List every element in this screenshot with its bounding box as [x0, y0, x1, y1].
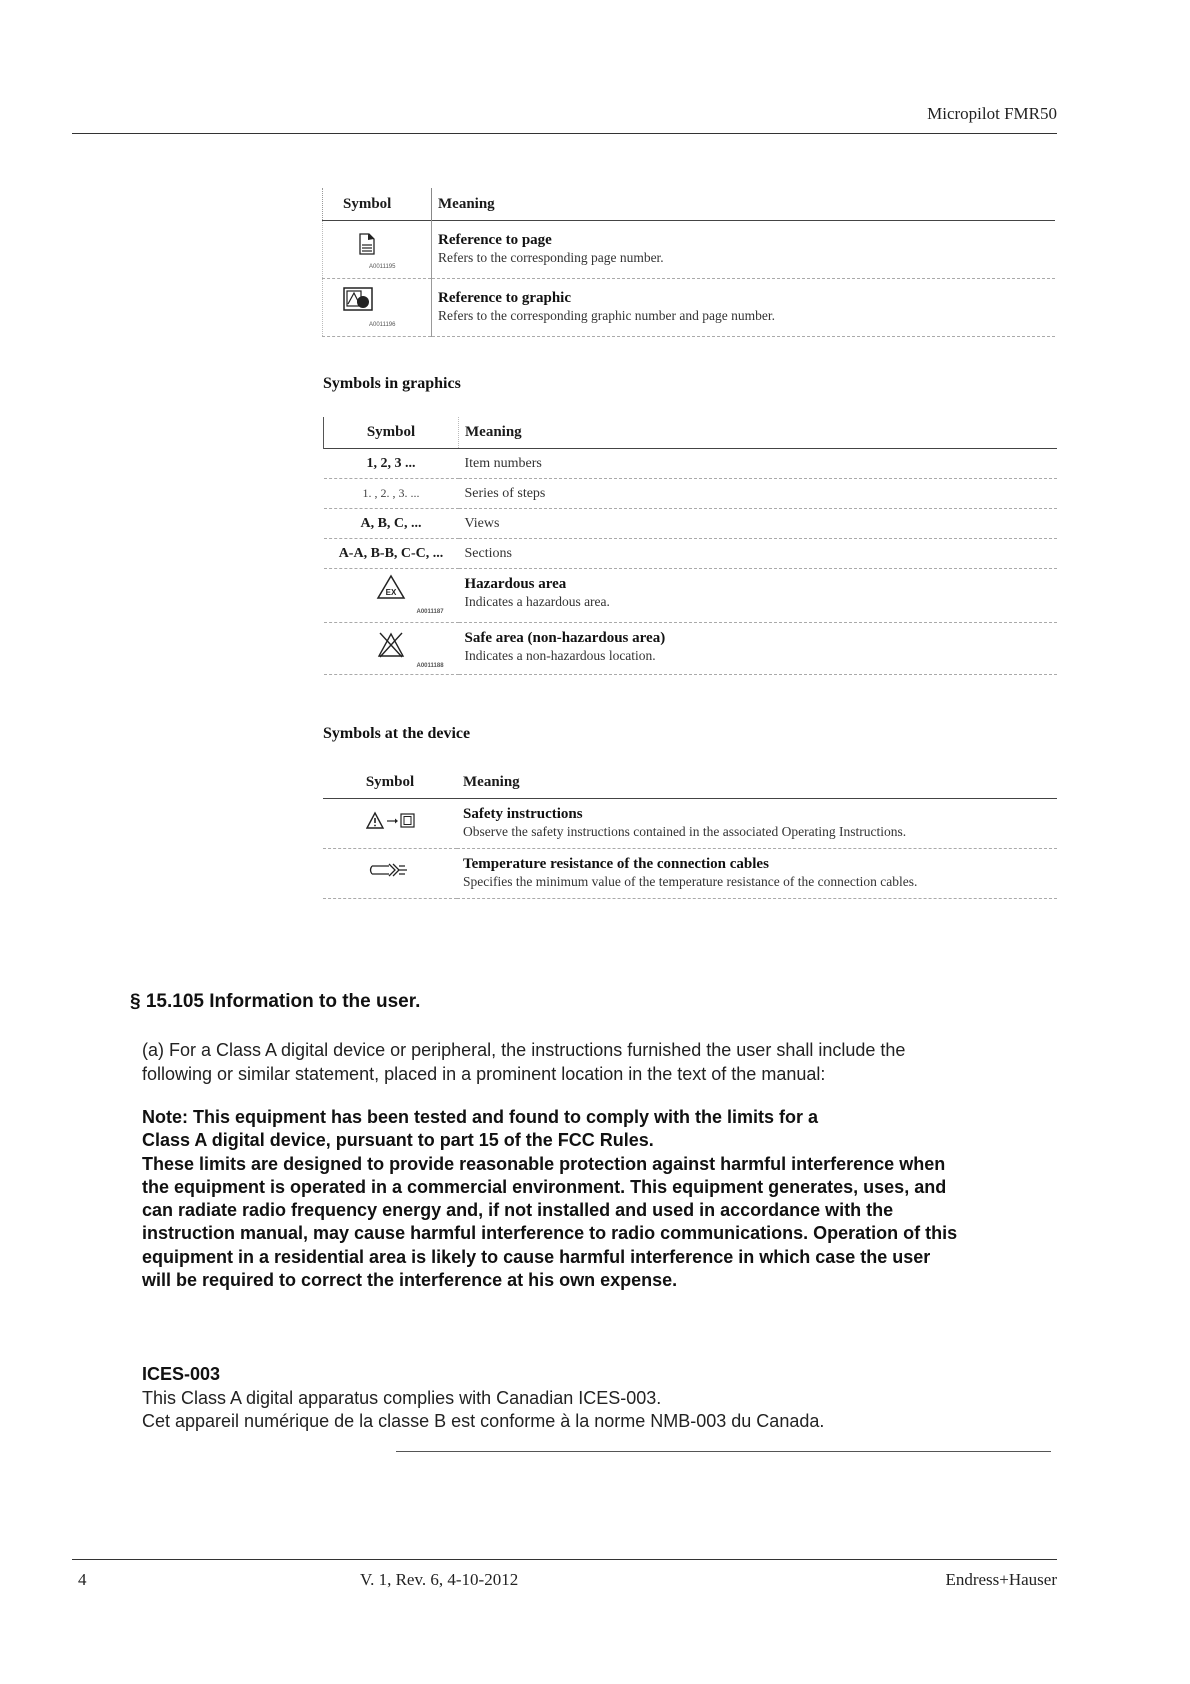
- fcc-note-line: instruction manual, may cause harmful interference to radio communications. Operation of this: [142, 1223, 958, 1244]
- ices-line-english: This Class A digital apparatus complies with Canadian ICES-003.: [142, 1388, 662, 1408]
- fcc-paragraph-line: following or similar statement, placed in a prominent location in the text of the manual:: [142, 1064, 826, 1084]
- symbol-code: A0011195: [369, 263, 396, 270]
- table-row: [323, 848, 1057, 898]
- col-symbol: Symbol: [365, 774, 415, 790]
- table-row: [324, 478, 1058, 508]
- cable-temperature-icon: [369, 861, 409, 884]
- meaning-title: Temperature resistance of the connection cables: [463, 855, 769, 872]
- table-row: [323, 278, 1056, 336]
- meaning-cell: Sections: [464, 545, 512, 561]
- symbol-cell: A, B, C, ...: [360, 515, 422, 531]
- ices-line-french: Cet appareil numérique de la classe B est conforme à la norme NMB-003 du Canada.: [142, 1411, 825, 1431]
- hazardous-area-icon: [376, 574, 406, 605]
- meaning-cell: Item numbers: [464, 455, 542, 471]
- col-meaning: Meaning: [432, 188, 1056, 220]
- graphics-symbols-table: [323, 417, 1057, 675]
- fcc-note: [142, 1106, 1092, 1292]
- fcc-note-line: equipment in a residential area is likely to cause harmful interference in which case the user: [142, 1246, 931, 1267]
- table-header-row: [323, 188, 1056, 220]
- fcc-note-line: can radiate radio frequency energy and, if not installed and used in accordance with the: [142, 1200, 894, 1221]
- fcc-note-line: Note: This equipment has been tested and found to comply with the limits for a: [142, 1107, 819, 1127]
- symbol-code: A0011196: [369, 321, 396, 328]
- footer-company: Endress+Hauser: [945, 1570, 1057, 1589]
- meaning-desc: Specifies the minimum value of the temperature resistance of the connection cables.: [463, 873, 918, 889]
- meaning-cell: Series of steps: [464, 485, 546, 501]
- col-meaning: Meaning: [463, 774, 520, 790]
- reference-symbols-table: [322, 188, 1055, 337]
- fcc-note-line: Class A digital device, pursuant to part 15 of the FCC Rules.: [142, 1130, 654, 1151]
- table-row: [324, 568, 1058, 622]
- meaning-title: Safe area (non-hazardous area): [464, 629, 666, 646]
- graphic-reference-icon: [343, 287, 373, 316]
- divider: [396, 1451, 1051, 1452]
- table-row: [323, 798, 1057, 848]
- fcc-note-line: These limits are designed to provide reasonable protection against harmful interference when: [142, 1153, 946, 1174]
- table-row: [324, 538, 1058, 568]
- meaning-title: Safety instructions: [463, 805, 583, 822]
- safety-instructions-icon: [366, 811, 416, 836]
- fcc-heading: § 15.105 Information to the user.: [130, 991, 421, 1012]
- table-header-row: [324, 417, 1058, 448]
- symbol-cell: A-A, B-B, C-C, ...: [338, 545, 444, 561]
- meaning-desc: Refers to the corresponding graphic number and page number.: [438, 307, 776, 323]
- symbol-code: A0011187: [416, 608, 444, 615]
- table-row: [324, 622, 1058, 674]
- meaning-cell: Views: [464, 515, 500, 531]
- device-section-heading: Symbols at the device: [323, 725, 471, 742]
- ices-heading: ICES-003: [142, 1364, 221, 1384]
- meaning-title: Hazardous area: [464, 575, 567, 592]
- col-symbol: Symbol: [324, 417, 459, 448]
- page-number: 4: [78, 1570, 87, 1589]
- symbol-code: A0011188: [416, 662, 444, 669]
- meaning-desc: Observe the safety instructions contained in the associated Operating Instructions.: [463, 823, 907, 839]
- table-row: [323, 220, 1056, 278]
- col-symbol: Symbol: [323, 188, 432, 220]
- graphics-section-heading: Symbols in graphics: [323, 375, 461, 392]
- meaning-desc: Indicates a non-hazardous location.: [464, 647, 656, 663]
- meaning-title: Reference to page: [438, 231, 552, 248]
- table-row: [324, 508, 1058, 538]
- fcc-note-line: the equipment is operated in a commercial environment. This equipment generates, uses, and: [142, 1176, 947, 1197]
- page-reference-icon: [359, 233, 375, 260]
- symbol-cell: 1. , 2. , 3. ...: [362, 485, 420, 500]
- meaning-desc: Refers to the corresponding page number.: [438, 249, 664, 265]
- svg-text:EX: EX: [385, 587, 396, 597]
- header-rule: [72, 133, 1057, 134]
- header-title: Micropilot FMR50: [927, 104, 1057, 123]
- fcc-paragraph-line: (a) For a Class A digital device or peripheral, the instructions furnished the user shall include the: [142, 1040, 906, 1060]
- symbol-cell: 1, 2, 3 ...: [366, 455, 416, 471]
- table-row: [324, 448, 1058, 478]
- table-header-row: [323, 767, 1057, 798]
- device-symbols-table: [323, 767, 1057, 899]
- safe-area-icon: [376, 631, 406, 664]
- footer-version: V. 1, Rev. 6, 4-10-2012: [360, 1570, 519, 1589]
- fcc-paragraph-a: [142, 1038, 1042, 1086]
- col-meaning: Meaning: [459, 417, 1058, 448]
- meaning-title: Reference to graphic: [438, 289, 572, 306]
- meaning-desc: Indicates a hazardous area.: [464, 593, 610, 609]
- fcc-note-line: will be required to correct the interference at his own expense.: [142, 1270, 678, 1291]
- footer-rule: [72, 1559, 1057, 1560]
